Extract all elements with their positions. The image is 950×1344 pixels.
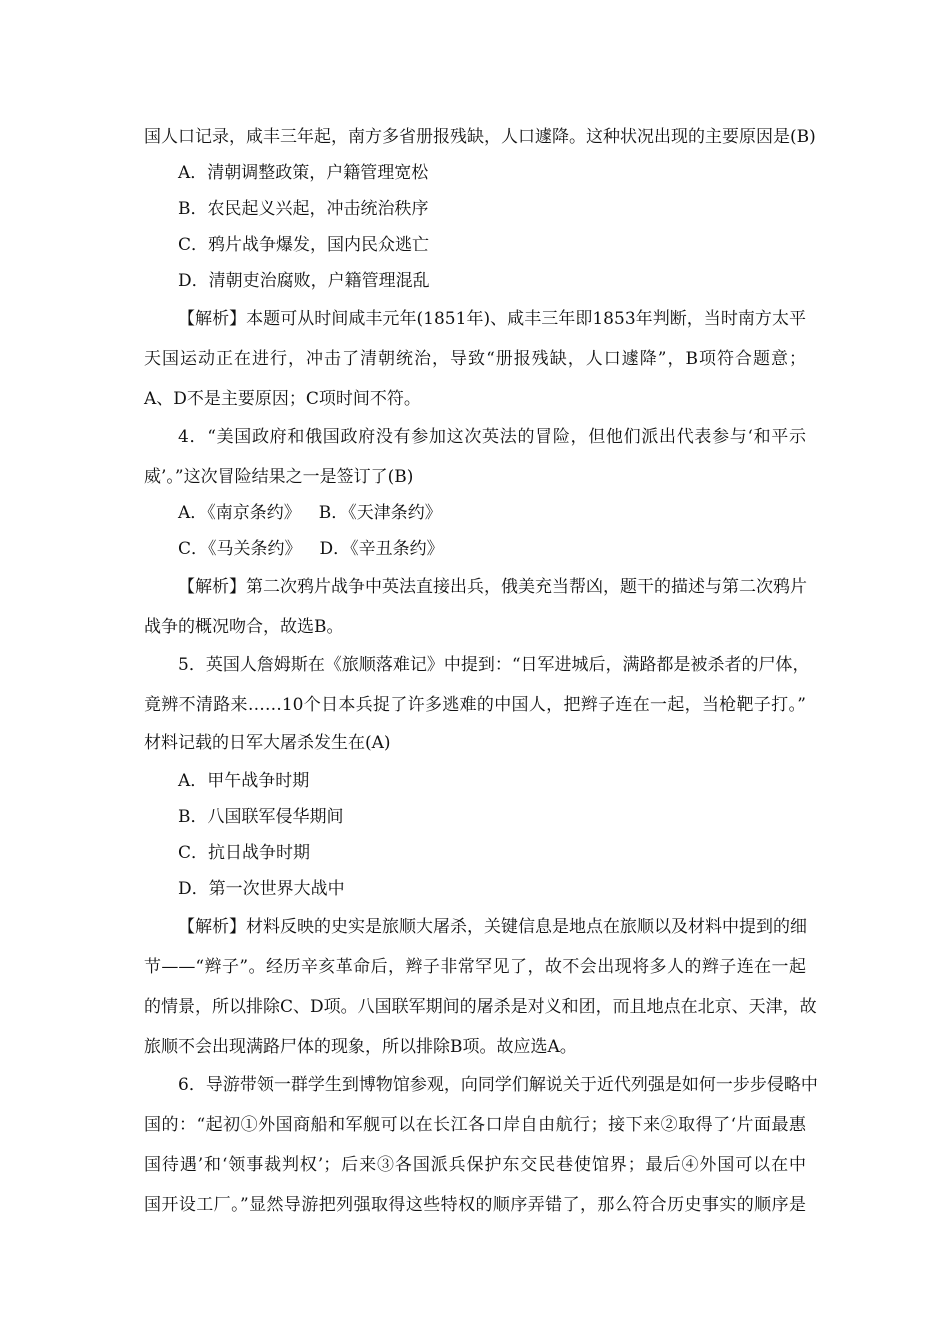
q5-option-c: C．抗日战争时期 [178,843,311,863]
q4-option-a: A．《南京条约》 [178,503,301,523]
q3-option-d: D．清朝吏治腐败，户籍管理混乱 [178,271,430,291]
q3-stem-line: 国人口记录，咸丰三年起，南方多省册报残缺，人口遽降。这种状况出现的主要原因是(B) [144,127,816,147]
q4-analysis-line: 【解析】第二次鸦片战争中英法直接出兵，俄美充当帮凶，题干的描述与第二次鸦片 [178,577,807,597]
q4-analysis-line: 战争的概况吻合，故选B。 [144,617,344,637]
q3-analysis-line: 天国运动正在进行，冲击了清朝统治，导致“册报残缺，人口遽降”，B项符合题意； [144,349,806,369]
q5-stem-line: 材料记载的日军大屠杀发生在(A) [144,733,391,753]
q3-option-b: B．农民起义兴起，冲击统治秩序 [178,199,429,219]
q4-stem-line: 4．“美国政府和俄国政府没有参加这次英法的冒险，但他们派出代表参与‘和平示 [178,427,806,447]
q4-option-b: B．《天津条约》 [318,503,442,523]
q5-analysis-line: 旅顺不会出现满路尸体的现象，所以排除B项。故应选A。 [144,1037,577,1057]
q5-stem-line: 竟辨不清路来……10个日本兵捉了许多逃难的中国人，把辫子连在一起，当枪靶子打。” [144,695,806,715]
q4-stem-line: 威’。”这次冒险结果之一是签订了(B) [144,467,414,487]
q3-option-a: A．清朝调整政策，户籍管理宽松 [178,163,429,183]
q5-analysis-line: 的情景，所以排除C、D项。八国联军期间的屠杀是对义和团，而且地点在北京、天津，故 [144,997,817,1017]
q3-option-c: C．鸦片战争爆发，国内民众逃亡 [178,235,430,255]
q4-options-row [178,538,444,560]
q5-analysis-line: 节——“辫子”。经历辛亥革命后，辫子非常罕见了，故不会出现将多人的辫子连在一起 [144,957,806,977]
q6-stem-line: 国的：“起初①外国商船和军舰可以在长江各口岸自由航行；接下来②取得了‘片面最惠 [144,1115,806,1135]
q6-stem-line: 国待遇’和‘领事裁判权’；后来③各国派兵保护东交民巷使馆界；最后④外国可以在中 [144,1155,806,1175]
q4-options-row [178,502,442,524]
q4-option-d: D．《辛丑条约》 [319,539,444,559]
q3-analysis-line: 【解析】本题可从时间咸丰元年(1851年)、咸丰三年即1853年判断，当时南方太平 [178,309,806,329]
q4-option-c: C．《马关条约》 [178,539,302,559]
q3-analysis-line: A、D不是主要原因；C项时间不符。 [144,389,421,409]
q6-stem-line: 6．导游带领一群学生到博物馆参观，向同学们解说关于近代列强是如何一步步侵略中 [178,1075,818,1095]
q5-option-b: B．八国联军侵华期间 [178,807,344,827]
q5-option-a: A．甲午战争时期 [178,771,310,791]
q6-stem-line: 国开设工厂。”显然导游把列强取得这些特权的顺序弄错了，那么符合历史事实的顺序是 [144,1195,806,1215]
q5-stem-line: 5．英国人詹姆斯在《旅顺落难记》中提到：“日军进城后，满路都是被杀者的尸体， [178,655,810,675]
q5-analysis-line: 【解析】材料反映的史实是旅顺大屠杀，关键信息是地点在旅顺以及材料中提到的细 [178,917,807,937]
q5-option-d: D．第一次世界大战中 [178,879,345,899]
